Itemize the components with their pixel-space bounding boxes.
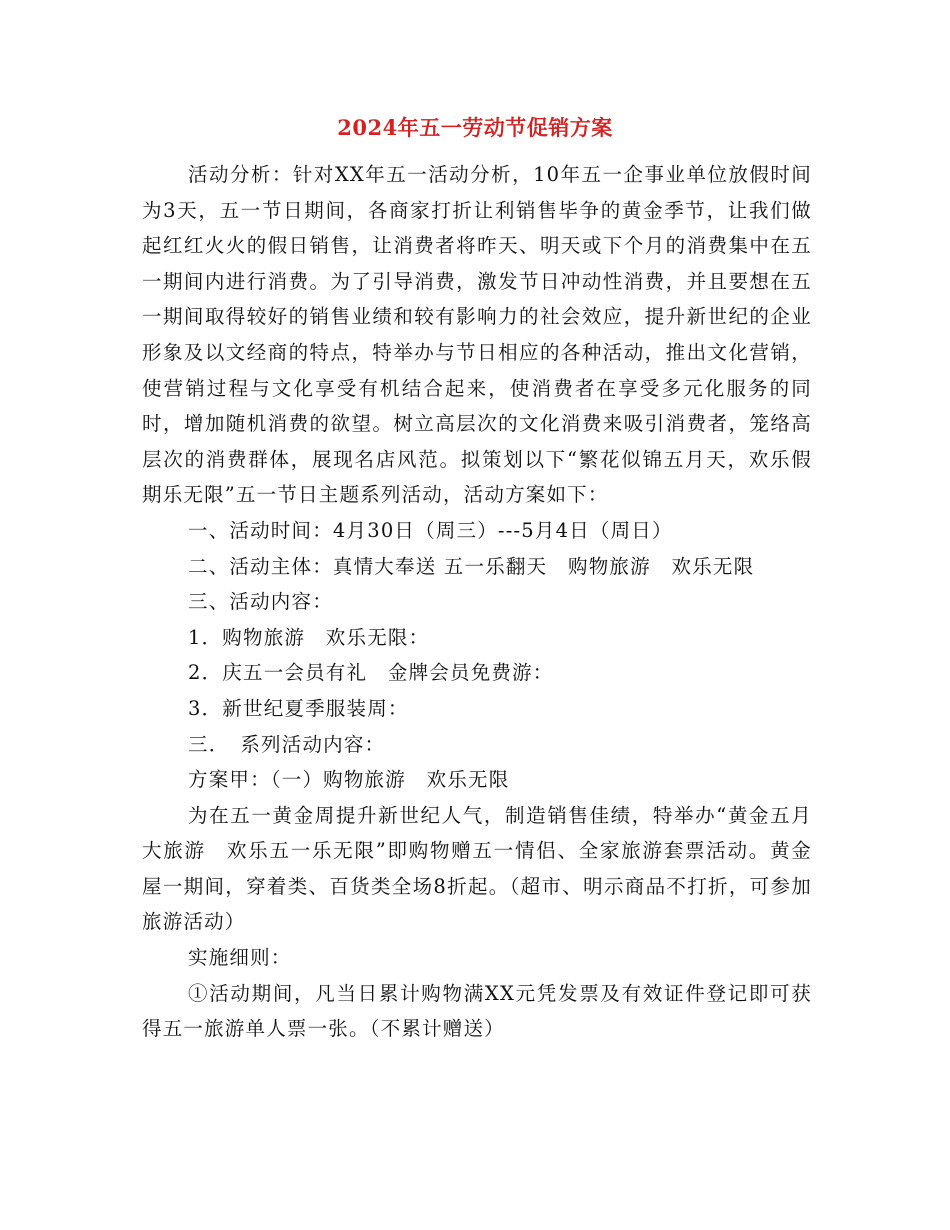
paragraph-activity-time: 一、活动时间：4月30日（周三）---5月4日（周日） bbox=[188, 518, 673, 542]
paragraph-list-item-2: 2．庆五一会员有礼 金牌会员免费游： bbox=[188, 661, 554, 685]
paragraph-list-item-3: 3．新世纪夏季服装周： bbox=[188, 696, 409, 720]
paragraph-rule-1: ①活动期间，凡当日累计购物满XX元凭发票及有效证件登记即可获得五一旅游单人票一张。（不累计赠送） bbox=[142, 981, 812, 1041]
paragraph-series-heading: 三． 系列活动内容： bbox=[188, 732, 386, 756]
document-body bbox=[142, 157, 812, 1047]
document-title: 2024年五一劳动节促销方案 bbox=[337, 115, 613, 140]
paragraph-activity-theme: 二、活动主体：真情大奉送 五一乐翻天 购物旅游 欢乐无限 bbox=[188, 554, 755, 578]
paragraph-plan-a-description: 为在五一黄金周提升新世纪人气，制造销售佳绩，特举办“黄金五月大旅游 欢乐五一乐无限”即购物赠五一情侣、全家旅游套票活动。黄金屋一期间，穿着类、百货类全场8折起。（超市、明示商品不打折，可参加旅游活动） bbox=[142, 803, 812, 934]
paragraph-plan-a-heading: 方案甲：（一）购物旅游 欢乐无限 bbox=[188, 768, 510, 792]
paragraph-analysis: 活动分析：针对XX年五一活动分析，10年五一企事业单位放假时间为3天，五一节日期间，各商家打折让利销售毕争的黄金季节，让我们做起红红火火的假日销售，让消费者将昨天、明天或下个月的消费集中在五一期间内进行消费。为了引导消费，激发节日冲动性消费，并且要想在五一期间取得较好的销售业绩和较有影响力的社会效应，提升新世纪的企业形象及以文经商的特点，特举办与节日相应的各种活动，推出文化营销，使营销过程与文化享受有机结合起来，使消费者在享受多元化服务的同时，增加随机消费的欲望。树立高层次的文化消费来吸引消费者，笼络高层次的消费群体，展现名店风范。拟策划以下“繁花似锦五月天，欢乐假期乐无限”五一节日主题系列活动，活动方案如下： bbox=[142, 163, 812, 507]
paragraph-rules-heading: 实施细则： bbox=[188, 946, 292, 970]
paragraph-activity-content-heading: 三、活动内容： bbox=[188, 590, 333, 614]
paragraph-list-item-1: 1．购物旅游 欢乐无限： bbox=[188, 625, 430, 649]
